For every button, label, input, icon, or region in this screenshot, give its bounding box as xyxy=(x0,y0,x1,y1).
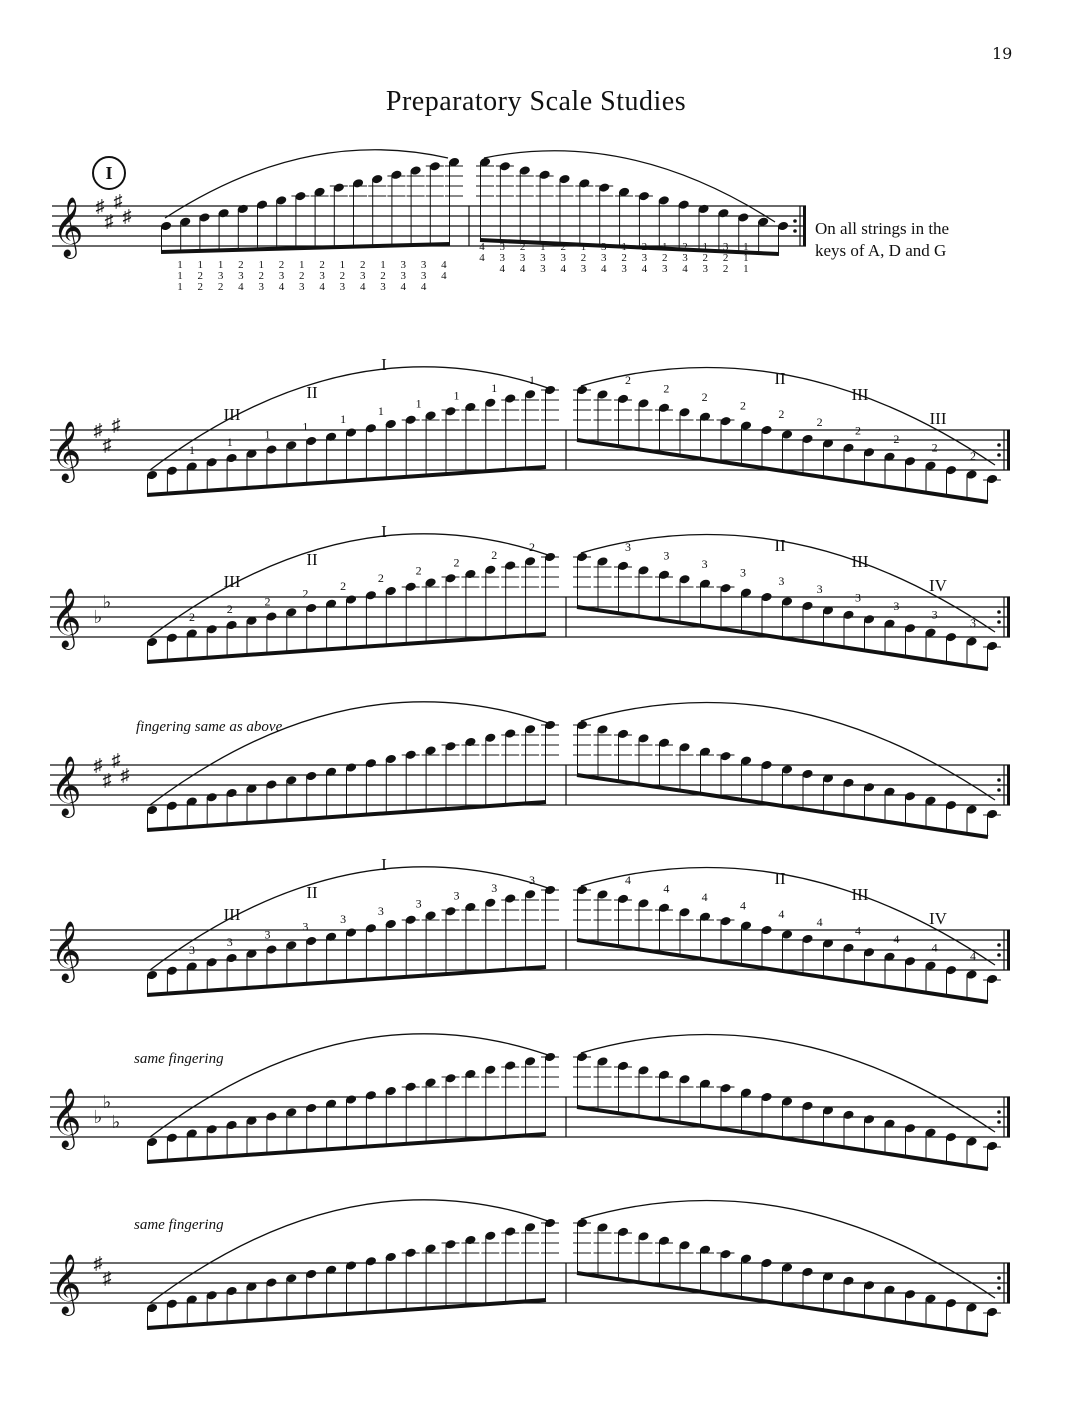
repeat-dot xyxy=(997,943,1001,947)
final-barline xyxy=(1007,597,1010,637)
staff-row-3 xyxy=(50,522,1010,669)
sharp-icon: ♯ xyxy=(113,191,123,211)
position-marker: III xyxy=(223,572,241,591)
position-marker: III xyxy=(851,385,869,404)
fingering-digit: 4 xyxy=(682,263,688,275)
page-number: 19 xyxy=(992,44,1013,63)
sharp-icon: ♯ xyxy=(93,1253,103,1273)
fingering-digit: 4 xyxy=(278,281,285,293)
finger-number: 1 xyxy=(529,373,535,387)
finger-number: 4 xyxy=(855,923,861,938)
fingering-digit: 2 xyxy=(197,281,204,293)
finger-number: 3 xyxy=(778,573,785,588)
finger-number: 2 xyxy=(893,432,900,447)
finger-number: 2 xyxy=(491,547,498,562)
finger-number: 4 xyxy=(663,881,670,896)
fingering-digit: 1 xyxy=(197,259,204,271)
finger-number: 3 xyxy=(855,590,861,605)
slur xyxy=(165,150,448,218)
finger-number: 2 xyxy=(377,571,384,586)
treble-clef-icon: 𝄞 xyxy=(50,1090,82,1147)
fingering-digit: 3 xyxy=(359,270,366,282)
finger-number: 3 xyxy=(931,607,938,622)
treble-clef-icon: 𝄞 xyxy=(50,758,82,815)
flat-icon: ♭ xyxy=(102,592,112,612)
fingering-digit: 3 xyxy=(420,270,427,282)
flat-icon: ♭ xyxy=(102,1092,112,1112)
slur xyxy=(150,867,548,970)
staff-row-7 xyxy=(50,1200,1010,1335)
finger-number: 1 xyxy=(302,419,309,434)
row-label: same fingering xyxy=(134,1217,224,1233)
fingering-digit: 3 xyxy=(238,270,244,282)
fingering-digit: 3 xyxy=(580,263,587,275)
instruction-line-1: On all strings in the xyxy=(815,219,950,238)
flat-icon: ♭ xyxy=(93,1107,103,1127)
sharp-icon: ♯ xyxy=(122,206,132,226)
fingering-digit: 4 xyxy=(441,270,447,282)
fingering-digit: 2 xyxy=(359,259,366,271)
treble-clef-icon: 𝄞 xyxy=(50,590,82,647)
fingering-digit: 4 xyxy=(641,263,648,275)
sharp-icon: ♯ xyxy=(95,196,105,216)
fingering-digit: 4 xyxy=(441,259,447,271)
exercise-number: I xyxy=(92,156,126,190)
finger-number: 4 xyxy=(740,898,746,913)
fingering-digit: 1 xyxy=(661,241,668,253)
position-marker: II xyxy=(774,536,786,555)
fingering-digit: 1 xyxy=(743,263,749,275)
sharp-icon: ♯ xyxy=(111,750,121,770)
flat-icon: ♭ xyxy=(93,607,103,627)
fingering-digit: 3 xyxy=(702,263,709,275)
fingering-digit: 3 xyxy=(601,241,607,253)
finger-number: 2 xyxy=(529,540,535,554)
position-marker: II xyxy=(774,869,786,888)
finger-number: 3 xyxy=(625,540,631,554)
fingering-digit: 4 xyxy=(499,263,506,275)
fingering-digit: 3 xyxy=(722,241,729,253)
repeat-dot xyxy=(997,953,1001,957)
fingering-digit: 1 xyxy=(258,259,264,271)
fingering-digit: 4 xyxy=(601,263,607,275)
page-title: Preparatory Scale Studies xyxy=(385,86,687,117)
sharp-icon: ♯ xyxy=(102,435,112,455)
position-marker: II xyxy=(306,883,318,902)
finger-number: 2 xyxy=(189,610,195,624)
final-barline xyxy=(1007,1263,1010,1303)
finger-number: 2 xyxy=(625,373,631,387)
staff-row-5 xyxy=(50,855,1010,1002)
position-marker: III xyxy=(929,409,947,428)
sharp-icon: ♯ xyxy=(120,765,130,785)
fingering-digit: 1 xyxy=(177,259,183,271)
fingering-digit: 3 xyxy=(400,259,407,271)
position-marker: III xyxy=(223,405,241,424)
fingering-digit: 3 xyxy=(380,281,386,293)
fingering-digit: 3 xyxy=(420,259,427,271)
fingering-digit: 1 xyxy=(299,259,305,271)
staff-row-4 xyxy=(50,702,1010,837)
final-barline xyxy=(1007,430,1010,470)
flat-icon: ♭ xyxy=(111,1112,121,1132)
fingering-digit: 2 xyxy=(519,241,526,253)
fingering-digit: 4 xyxy=(519,263,526,275)
finger-number: 1 xyxy=(189,443,195,457)
position-marker: IV xyxy=(929,909,947,928)
position-marker: II xyxy=(306,383,318,402)
position-marker: I xyxy=(381,355,387,374)
position-marker: II xyxy=(774,369,786,388)
slur xyxy=(150,702,548,805)
finger-number: 4 xyxy=(931,940,938,955)
fingering-digit: 3 xyxy=(319,270,325,282)
finger-number: 3 xyxy=(701,556,708,571)
fingering-digit: 1 xyxy=(177,270,183,282)
fingering-digit: 3 xyxy=(621,263,627,275)
position-marker: IV xyxy=(929,576,947,595)
fingering-digit: 4 xyxy=(400,281,407,293)
repeat-dot xyxy=(793,229,797,233)
fingering-digit: 1 xyxy=(540,241,546,253)
treble-clef-icon: 𝄞 xyxy=(50,423,82,480)
finger-number: 2 xyxy=(855,423,861,438)
staff-row-2 xyxy=(50,355,1010,502)
sharp-icon: ♯ xyxy=(104,211,114,231)
finger-number: 1 xyxy=(340,411,347,426)
repeat-dot xyxy=(997,1286,1001,1290)
finger-number: 3 xyxy=(491,880,498,895)
instruction-line-2: keys of A, D and G xyxy=(815,241,947,260)
fingering-digit: 2 xyxy=(258,270,264,282)
position-marker: III xyxy=(851,885,869,904)
sharp-icon: ♯ xyxy=(93,420,103,440)
position-marker: III xyxy=(223,905,241,924)
fingering-digit: 2 xyxy=(217,281,224,293)
finger-number: 2 xyxy=(264,594,271,609)
repeat-dot xyxy=(997,453,1001,457)
finger-number: 2 xyxy=(340,578,347,593)
finger-number: 2 xyxy=(931,440,938,455)
position-marker: II xyxy=(306,550,318,569)
finger-number: 3 xyxy=(893,599,900,614)
fingering-digit: 2 xyxy=(682,241,688,253)
fingering-digit: 2 xyxy=(299,270,305,282)
finger-number: 2 xyxy=(415,563,422,578)
fingering-digit: 1 xyxy=(621,241,627,253)
finger-number: 1 xyxy=(415,396,422,411)
repeat-dot xyxy=(997,1110,1001,1114)
finger-number: 1 xyxy=(264,427,271,442)
fingering-digit: 3 xyxy=(499,241,506,253)
fingering-digit: 3 xyxy=(661,263,668,275)
finger-number: 4 xyxy=(893,932,900,947)
fingering-digit: 3 xyxy=(601,252,607,264)
fingering-digit: 4 xyxy=(420,281,427,293)
repeat-dot xyxy=(997,778,1001,782)
finger-number: 1 xyxy=(226,435,233,450)
fingering-digit: 2 xyxy=(380,270,386,282)
finger-number: 4 xyxy=(625,873,631,887)
finger-number: 4 xyxy=(816,915,823,930)
repeat-dot xyxy=(997,620,1001,624)
slur xyxy=(150,1034,548,1137)
fingering-digit: 4 xyxy=(479,252,485,264)
finger-number: 2 xyxy=(778,406,785,421)
sharp-icon: ♯ xyxy=(111,415,121,435)
fingering-digit: 1 xyxy=(339,259,346,271)
fingering-digit: 2 xyxy=(621,252,627,264)
staff-row-6 xyxy=(50,1034,1010,1169)
fingering-digit: 3 xyxy=(339,281,346,293)
fingering-digit: 4 xyxy=(560,263,566,275)
finger-number: 2 xyxy=(663,381,670,396)
fingering-digit: 3 xyxy=(299,281,305,293)
fingering-digit: 1 xyxy=(743,241,749,253)
finger-number: 2 xyxy=(226,602,233,617)
finger-number: 3 xyxy=(377,904,384,919)
repeat-dot xyxy=(997,610,1001,614)
finger-number: 3 xyxy=(529,873,535,887)
fingering-digit: 2 xyxy=(722,263,729,275)
finger-number: 1 xyxy=(491,380,498,395)
final-barline xyxy=(1007,1097,1010,1137)
finger-number: 3 xyxy=(189,943,195,957)
finger-number: 3 xyxy=(226,935,233,950)
fingering-digit: 2 xyxy=(641,241,648,253)
repeat-dot xyxy=(793,219,797,223)
treble-clef-icon: 𝄞 xyxy=(52,199,84,256)
finger-number: 1 xyxy=(453,388,460,403)
fingering-digit: 2 xyxy=(560,241,566,253)
finger-number: 3 xyxy=(415,896,422,911)
finger-number: 2 xyxy=(740,398,746,413)
fingering-digit: 4 xyxy=(359,281,366,293)
fingering-digit: 3 xyxy=(519,252,526,264)
final-barline xyxy=(803,206,806,246)
fingering-digit: 1 xyxy=(702,241,709,253)
finger-number: 3 xyxy=(453,888,460,903)
finger-number: 2 xyxy=(816,415,823,430)
sharp-icon: ♯ xyxy=(102,770,112,790)
fingering-digit: 2 xyxy=(197,270,204,282)
fingering-digit: 1 xyxy=(743,252,749,264)
fingering-digit: 2 xyxy=(319,259,325,271)
final-barline xyxy=(1007,930,1010,970)
finger-number: 3 xyxy=(302,919,309,934)
repeat-dot xyxy=(997,1276,1001,1280)
fingering-digit: 3 xyxy=(278,270,285,282)
finger-number: 3 xyxy=(970,616,976,630)
fingering-digit: 3 xyxy=(217,270,224,282)
fingering-digit: 3 xyxy=(499,252,506,264)
finger-number: 4 xyxy=(701,889,708,904)
position-marker: III xyxy=(851,552,869,571)
fingering-digit: 2 xyxy=(238,259,244,271)
finger-number: 2 xyxy=(970,449,976,463)
final-barline xyxy=(1007,765,1010,805)
finger-number: 3 xyxy=(663,548,670,563)
fingering-digit: 2 xyxy=(661,252,668,264)
row-label: same fingering xyxy=(134,1051,224,1067)
fingering-digit: 1 xyxy=(217,259,224,271)
slur xyxy=(150,367,548,470)
treble-clef-icon: 𝄞 xyxy=(50,1256,82,1313)
fingering-digit: 2 xyxy=(722,252,729,264)
fingering-digit: 2 xyxy=(702,252,709,264)
fingering-digit: 3 xyxy=(540,263,546,275)
treble-clef-icon: 𝄞 xyxy=(50,923,82,980)
finger-number: 3 xyxy=(340,911,347,926)
finger-number: 4 xyxy=(970,949,976,963)
finger-number: 3 xyxy=(740,565,746,580)
repeat-dot xyxy=(997,443,1001,447)
finger-number: 3 xyxy=(264,927,271,942)
repeat-dot xyxy=(997,1120,1001,1124)
beam xyxy=(161,244,450,252)
finger-number: 1 xyxy=(377,404,384,419)
fingering-digit: 4 xyxy=(479,241,485,253)
sharp-icon: ♯ xyxy=(93,755,103,775)
sharp-icon: ♯ xyxy=(102,1268,112,1288)
finger-number: 4 xyxy=(778,906,785,921)
finger-number: 2 xyxy=(302,586,309,601)
fingering-digit: 3 xyxy=(400,270,407,282)
repeat-dot xyxy=(997,788,1001,792)
fingering-digit: 2 xyxy=(580,252,587,264)
position-marker: I xyxy=(381,522,387,541)
fingering-digit: 4 xyxy=(238,281,244,293)
fingering-digit: 3 xyxy=(641,252,648,264)
fingering-digit: 1 xyxy=(380,259,386,271)
finger-number: 2 xyxy=(453,555,460,570)
finger-number: 2 xyxy=(701,389,708,404)
slur xyxy=(150,534,548,637)
fingering-digit: 3 xyxy=(560,252,566,264)
fingering-digit: 2 xyxy=(278,259,285,271)
fingering-digit: 1 xyxy=(580,241,587,253)
row-label: fingering same as above xyxy=(136,719,283,735)
fingering-digit: 3 xyxy=(682,252,688,264)
fingering-digit: 3 xyxy=(258,281,264,293)
slur xyxy=(150,1200,548,1303)
fingering-digit: 3 xyxy=(540,252,546,264)
fingering-digit: 4 xyxy=(319,281,325,293)
fingering-digit: 1 xyxy=(177,281,183,293)
staff-row-1 xyxy=(52,150,806,293)
finger-number: 3 xyxy=(816,582,823,597)
fingering-digit: 2 xyxy=(339,270,346,282)
position-marker: I xyxy=(381,855,387,874)
